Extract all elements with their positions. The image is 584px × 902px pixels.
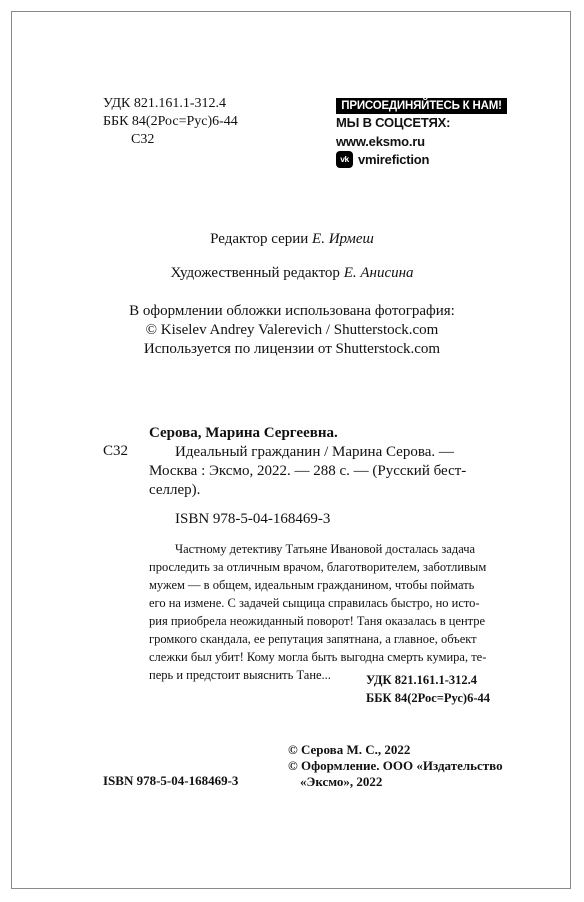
series-editor-label: Редактор серии bbox=[210, 231, 309, 247]
vk-icon: vk bbox=[336, 151, 353, 168]
biblio-author: Серова, Марина Сергеевна. bbox=[149, 425, 338, 441]
biblio-index: С32 bbox=[103, 443, 129, 459]
author-mark: С32 bbox=[131, 132, 155, 147]
footer-isbn: ISBN 978-5-04-168469-3 bbox=[103, 773, 239, 788]
photo-credit-line: В оформлении обложки использована фотография: bbox=[129, 303, 455, 319]
join-us-banner: ПРИСОЕДИНЯЙТЕСЬ К НАМ! bbox=[336, 98, 507, 114]
art-editor-label: Художественный редактор bbox=[170, 265, 340, 281]
series-editor-name: Е. Ирмеш bbox=[312, 231, 374, 247]
annotation-line: громкого скандала, ее репутация запятнана, а главное, объект bbox=[149, 632, 477, 646]
biblio-title-line: селлер). bbox=[149, 482, 201, 498]
photo-credit-line: Используется по лицензии от Shutterstock.com bbox=[143, 341, 441, 357]
copyright-line: © Серова М. С., 2022 bbox=[288, 742, 411, 757]
art-editor-name: Е. Анисина bbox=[343, 265, 414, 281]
annotation-line: проследить за отличным врачом, благотворителем, заботливым bbox=[149, 560, 487, 574]
copyright-line: «Эксмо», 2022 bbox=[300, 774, 383, 789]
annotation-line: слежки был убит! Кому могла быть выгодна смерть кумира, те- bbox=[149, 650, 487, 664]
bottom-udk-code: УДК 821.161.1-312.4 bbox=[366, 673, 477, 687]
annotation-line: перь и предстоит выяснить Тане... bbox=[149, 668, 331, 682]
website-link[interactable]: www.eksmo.ru bbox=[336, 134, 425, 149]
annotation-line: Частному детективу Татьяне Ивановой досталась задача bbox=[175, 542, 476, 556]
biblio-title-line: Идеальный гражданин / Марина Серова. — bbox=[175, 444, 454, 460]
annotation-line: его на измене. С задачей сыщица справилась быстро, но исто- bbox=[149, 596, 480, 610]
bbk-code: ББК 84(2Рос=Рус)6-44 bbox=[103, 114, 238, 129]
art-editor bbox=[0, 263, 584, 283]
bottom-bbk-code: ББК 84(2Рос=Рус)6-44 bbox=[366, 691, 490, 705]
biblio-title-line: Москва : Эксмо, 2022. — 288 с. — (Русский бест- bbox=[149, 463, 467, 479]
annotation-line: рия приобрела неожиданный поворот! Таня оказалась в центре bbox=[149, 614, 486, 628]
photo-credit-line: © Kiselev Andrey Valerevich / Shutterstock.com bbox=[145, 322, 439, 338]
annotation-line: мужем — в общем, идеальным гражданином, чтобы поймать bbox=[149, 578, 475, 592]
copyright-line: © Оформление. ООО «Издательство bbox=[288, 758, 503, 773]
vk-handle-link[interactable]: vmirefiction bbox=[358, 152, 430, 167]
series-editor bbox=[0, 229, 584, 249]
biblio-isbn: ISBN 978-5-04-168469-3 bbox=[175, 511, 331, 527]
udk-code: УДК 821.161.1-312.4 bbox=[103, 96, 227, 111]
social-heading: МЫ В СОЦСЕТЯХ: bbox=[336, 115, 451, 130]
